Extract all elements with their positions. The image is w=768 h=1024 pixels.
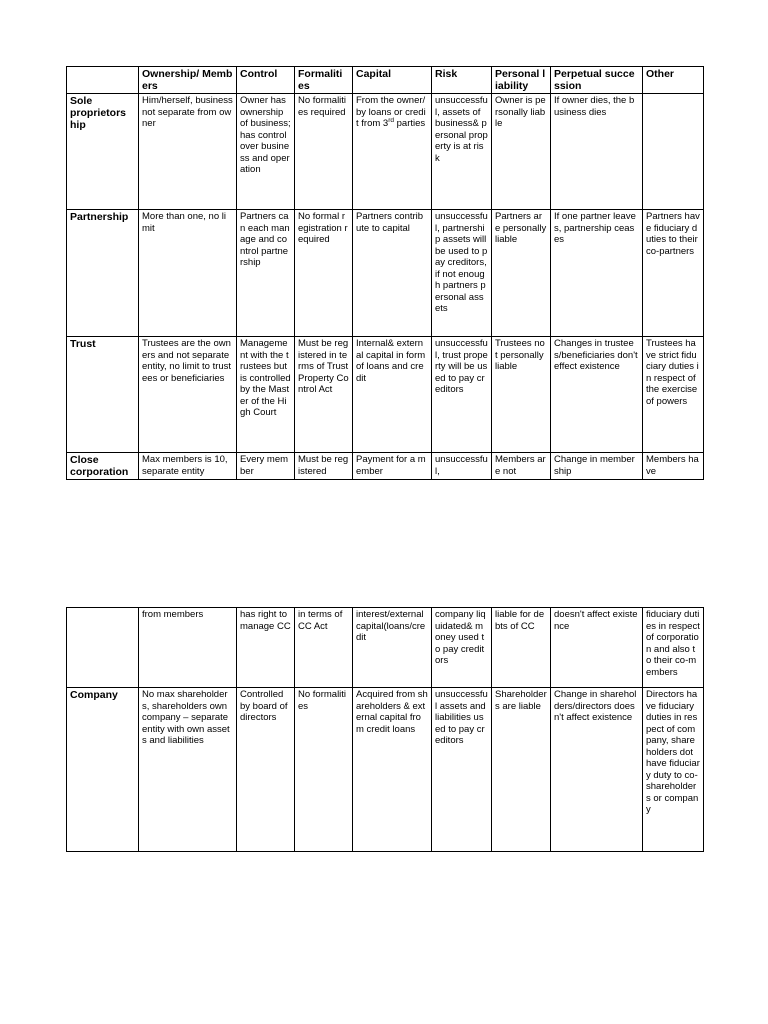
table-cell: Changes in trustees/beneficiaries don't effect existence <box>551 337 643 453</box>
table-cell: unsuccessful, partnership assets will be used to pay creditors, if not enough partners personal assets <box>432 210 492 337</box>
table-cell: Members have <box>643 453 704 480</box>
capital-cell-superscript: From the owner/by loans or credit from 3rd parties <box>353 94 432 210</box>
table-row <box>67 688 704 852</box>
table-cell: Acquired from shareholders & external capital from credit loans <box>353 688 432 852</box>
table-cell: unsuccessful, trust property will be used to pay creditors <box>432 337 492 453</box>
table-cell: Management with the trustees but is controlled by the Master of the High Court <box>237 337 295 453</box>
table-cell: No formal registration required <box>295 210 353 337</box>
table-cell: Controlled by board of directors <box>237 688 295 852</box>
table-cell: No formalities required <box>295 94 353 210</box>
table-cell: Change in shareholders/directors doesn't affect existence <box>551 688 643 852</box>
table-cell: Shareholders are liable <box>492 688 551 852</box>
table-row <box>67 608 704 688</box>
table-cell: Must be registered <box>295 453 353 480</box>
table-cell: Trustees have strict fiduciary duties in respect of the exercise of powers <box>643 337 704 453</box>
table-cell: No max shareholders, shareholders own company – separate entity with own assets and liabilities <box>139 688 237 852</box>
header-cell: Ownership/ Members <box>139 67 237 94</box>
table-cell: Must be registered in terms of Trust Property Control Act <box>295 337 353 453</box>
table-row <box>67 210 704 337</box>
table-cell: unsuccessful, <box>432 453 492 480</box>
table-cell: Him/herself, business not separate from owner <box>139 94 237 210</box>
table-cell: Partners contribute to capital <box>353 210 432 337</box>
table-cell: doesn't affect existence <box>551 608 643 688</box>
table-cell: If one partner leaves, partnership ceases <box>551 210 643 337</box>
table-cell: liable for debts of CC <box>492 608 551 688</box>
header-cell: Risk <box>432 67 492 94</box>
table-cell: Trustees not personally liable <box>492 337 551 453</box>
table-cell: unsuccessful, assets of business& personal property is at risk <box>432 94 492 210</box>
row-label: Trust <box>67 337 139 453</box>
table-cell: interest/external capital(loans/credit <box>353 608 432 688</box>
table-cell: Partners can each manage and control partnership <box>237 210 295 337</box>
table-cell: Trustees are the owners and not separate entity, no limit to trustees or beneficiaries <box>139 337 237 453</box>
row-label: Partnership <box>67 210 139 337</box>
table-row <box>67 94 704 210</box>
table-cell: Partners are personally liable <box>492 210 551 337</box>
table-cell: in terms of CC Act <box>295 608 353 688</box>
row-label: Sole proprietors hip <box>67 94 139 210</box>
table-cell: No formalities <box>295 688 353 852</box>
table-cell: company liquidated& money used to pay creditors <box>432 608 492 688</box>
row-label: Close corporation <box>67 453 139 480</box>
table-cell <box>643 94 704 210</box>
header-cell: Personal liability <box>492 67 551 94</box>
header-cell: Formaliti es <box>295 67 353 94</box>
table-cell: Owner has ownership of business; has control over business and operation <box>237 94 295 210</box>
header-cell: Other <box>643 67 704 94</box>
table-cell: unsuccessful assets and liabilities used to pay creditors <box>432 688 492 852</box>
table-cell: Max members is 10, separate entity <box>139 453 237 480</box>
business-forms-table-continued <box>66 607 704 852</box>
table-cell: If owner dies, the business dies <box>551 94 643 210</box>
table-cell: More than one, no limit <box>139 210 237 337</box>
header-cell: Control <box>237 67 295 94</box>
table-cell: Payment for a member <box>353 453 432 480</box>
table-cell: Every member <box>237 453 295 480</box>
table-cell: Members are not <box>492 453 551 480</box>
row-label: Company <box>67 688 139 852</box>
table-cell: Change in membership <box>551 453 643 480</box>
header-cell <box>67 67 139 94</box>
header-cell: Capital <box>353 67 432 94</box>
table-cell: Internal& external capital in form of loans and credit <box>353 337 432 453</box>
business-forms-table <box>66 66 704 480</box>
table-row <box>67 453 704 480</box>
table-cell: from members <box>139 608 237 688</box>
table-row <box>67 337 704 453</box>
header-cell: Perpetual succession <box>551 67 643 94</box>
table-cell: Partners have fiduciary duties to their co-partners <box>643 210 704 337</box>
row-label <box>67 608 139 688</box>
header-row <box>67 67 704 94</box>
table-cell: has right to manage CC <box>237 608 295 688</box>
table-cell: fiduciary duties in respect of corporation and also to their co-members <box>643 608 704 688</box>
table-cell: Owner is personally liable <box>492 94 551 210</box>
table-cell: Directors have fiduciary duties in respect of company, shareholders dot have fiduciary duty to co-shareholders or company <box>643 688 704 852</box>
